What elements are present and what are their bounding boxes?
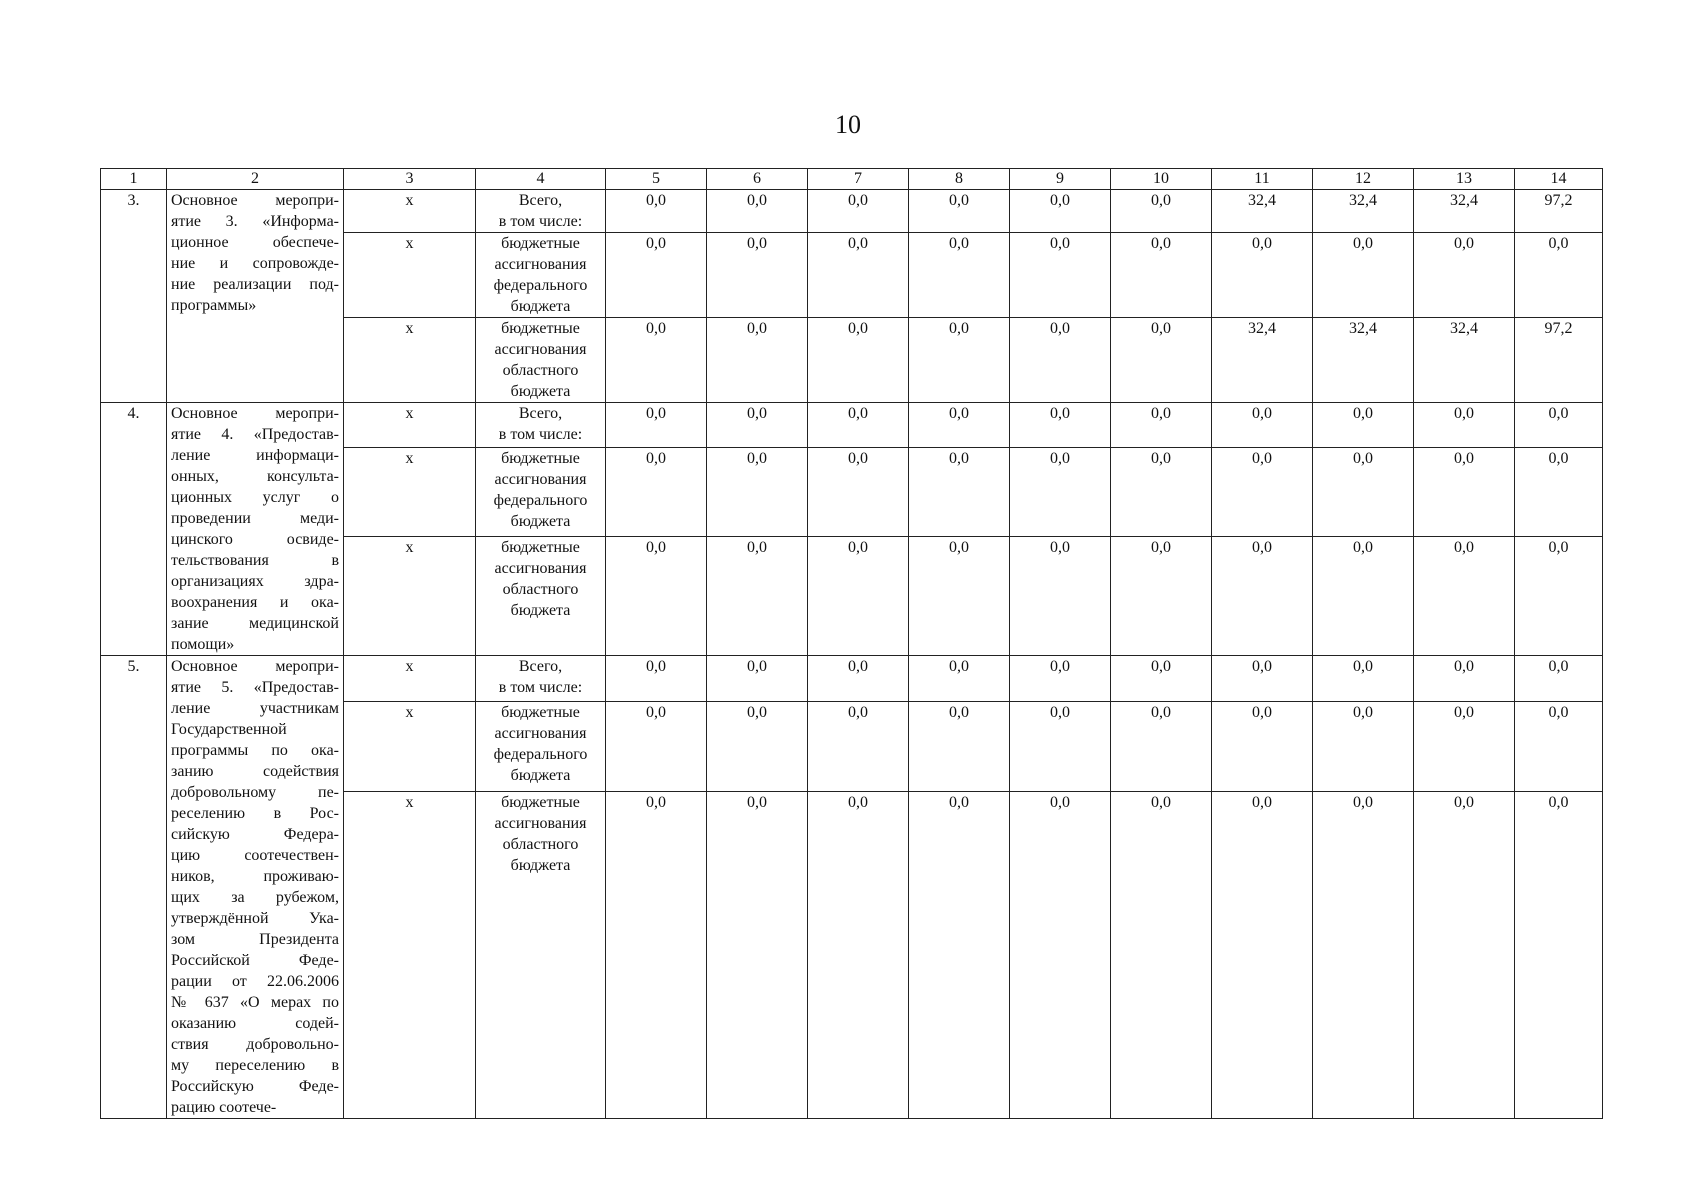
activity-name-line: ление информаци- (171, 447, 339, 464)
funding-source-line: Всего, (518, 658, 563, 675)
value-cell: 0,0 (909, 701, 1010, 791)
value-cell: 0,0 (606, 792, 707, 1119)
value-cell: 0,0 (1010, 656, 1111, 702)
value-cell: 0,0 (808, 701, 909, 791)
value-cell: 0,0 (1111, 403, 1212, 448)
funding-source (476, 318, 606, 403)
funding-source (476, 792, 606, 1119)
column-number-row (101, 169, 1603, 190)
value-cell: 0,0 (1010, 448, 1111, 537)
budget-table (100, 168, 1603, 1119)
activity-name-line: Основное меропри- (171, 658, 339, 675)
funding-source-line: бюджета (510, 857, 571, 875)
column-header-5: 5 (606, 169, 707, 190)
value-cell: 0,0 (1212, 656, 1313, 702)
value-cell: 0,0 (1212, 701, 1313, 791)
value-cell: 32,4 (1313, 190, 1414, 233)
value-cell: 0,0 (1010, 537, 1111, 656)
value-cell: 0,0 (606, 190, 707, 233)
value-cell: 0,0 (1414, 233, 1515, 318)
activity-name-line: оказанию содей- (171, 1015, 339, 1032)
value-cell: 0,0 (1212, 448, 1313, 537)
activity-name-line: ние реализации под- (171, 276, 339, 293)
column-header-6: 6 (707, 169, 808, 190)
activity-name-line: ционное обеспече- (171, 234, 339, 251)
activity-name-line: ятие 5. «Предостав- (171, 679, 339, 696)
column-header-11: 11 (1212, 169, 1313, 190)
activity-name-line: Основное меропри- (171, 192, 339, 209)
funding-source-line: бюджетные (501, 703, 580, 721)
value-cell: 0,0 (1515, 233, 1603, 318)
activity-name-line: ятие 3. «Информа- (171, 213, 339, 230)
activity-name-line: утверждённой Ука- (171, 910, 339, 927)
column-header-4: 4 (476, 169, 606, 190)
activity-name-line: ционных услуг о (171, 489, 339, 506)
funding-source-line: областного (502, 581, 579, 599)
activity-name-line: ление участникам (171, 700, 339, 717)
executor-cell: x (344, 403, 476, 448)
value-cell: 0,0 (808, 537, 909, 656)
value-cell: 0,0 (909, 656, 1010, 702)
activity-name-line: му переселению в (171, 1057, 339, 1074)
activity-name-line: Государственной (171, 721, 287, 738)
value-cell: 0,0 (1010, 233, 1111, 318)
value-cell: 32,4 (1414, 190, 1515, 233)
funding-source-line: федерального (493, 492, 588, 510)
value-cell: 0,0 (1313, 403, 1414, 448)
column-header-12: 12 (1313, 169, 1414, 190)
activity-name-line: № 637 «О мерах по (171, 994, 339, 1011)
funding-source-line: бюджета (510, 298, 571, 315)
value-cell: 0,0 (808, 448, 909, 537)
executor-cell: x (344, 190, 476, 233)
value-cell: 0,0 (909, 318, 1010, 403)
value-cell: 0,0 (1414, 792, 1515, 1119)
value-cell: 0,0 (909, 233, 1010, 318)
funding-source-line: ассигнования (494, 815, 587, 833)
value-cell: 32,4 (1212, 318, 1313, 403)
value-cell: 0,0 (1111, 656, 1212, 702)
value-cell: 0,0 (1414, 537, 1515, 656)
value-cell: 0,0 (707, 448, 808, 537)
column-header-7: 7 (808, 169, 909, 190)
funding-source-line: ассигнования (494, 724, 587, 742)
table-row (101, 403, 1603, 448)
value-cell: 0,0 (808, 190, 909, 233)
funding-source-line: ассигнования (494, 560, 587, 578)
value-cell: 0,0 (1111, 448, 1212, 537)
value-cell: 0,0 (1111, 537, 1212, 656)
value-cell: 0,0 (909, 403, 1010, 448)
value-cell: 0,0 (1414, 403, 1515, 448)
funding-source-line: бюджета (510, 602, 571, 620)
value-cell: 0,0 (1111, 792, 1212, 1119)
value-cell: 0,0 (1010, 318, 1111, 403)
value-cell: 0,0 (808, 792, 909, 1119)
value-cell: 0,0 (909, 190, 1010, 233)
activity-name-line: зом Президента (171, 931, 339, 948)
value-cell: 0,0 (1313, 792, 1414, 1119)
funding-source-line: бюджета (510, 766, 571, 784)
value-cell: 0,0 (909, 537, 1010, 656)
value-cell: 0,0 (707, 403, 808, 448)
column-header-10: 10 (1111, 169, 1212, 190)
activity-name-line: Российской Феде- (171, 952, 339, 969)
value-cell: 0,0 (606, 448, 707, 537)
value-cell: 32,4 (1313, 318, 1414, 403)
value-cell: 0,0 (606, 537, 707, 656)
value-cell: 0,0 (1010, 403, 1111, 448)
value-cell: 32,4 (1414, 318, 1515, 403)
value-cell: 97,2 (1515, 190, 1603, 233)
funding-source-line: бюджетные (501, 539, 580, 557)
activity-name-line: рацию соотече- (171, 1099, 277, 1116)
column-header-1: 1 (101, 169, 167, 190)
activity-name-line: ние и сопровожде- (171, 255, 339, 272)
value-cell: 0,0 (1111, 318, 1212, 403)
column-header-9: 9 (1010, 169, 1111, 190)
table-row (101, 190, 1603, 233)
executor-cell: x (344, 448, 476, 537)
value-cell: 0,0 (1111, 233, 1212, 318)
activity-name-line: воохранения и ока- (171, 594, 339, 611)
activity-name-line: Российскую Феде- (171, 1078, 339, 1095)
value-cell: 0,0 (909, 448, 1010, 537)
executor-cell: x (344, 701, 476, 791)
value-cell: 0,0 (707, 233, 808, 318)
value-cell: 0,0 (1212, 403, 1313, 448)
funding-source (476, 190, 606, 233)
funding-source-line: областного (502, 836, 579, 854)
value-cell: 0,0 (1515, 656, 1603, 702)
value-cell: 0,0 (1414, 448, 1515, 537)
activity-name-line: занию содействия (171, 763, 339, 780)
value-cell: 0,0 (606, 233, 707, 318)
funding-source-line: областного (502, 362, 579, 379)
activity-name-line: программы по ока- (171, 742, 339, 759)
funding-source-line: в том числе: (498, 426, 583, 443)
funding-source-line: бюджета (510, 383, 571, 400)
value-cell: 0,0 (808, 403, 909, 448)
value-cell: 0,0 (707, 537, 808, 656)
value-cell: 0,0 (1010, 190, 1111, 233)
item-number: 4. (101, 403, 167, 656)
activity-name-line: цинского освиде- (171, 531, 339, 548)
activity-name-line: ствия добровольно- (171, 1036, 339, 1053)
page-number: 10 (835, 110, 861, 139)
value-cell: 0,0 (1414, 701, 1515, 791)
value-cell: 0,0 (1212, 792, 1313, 1119)
activity-name-line: организациях здра- (171, 573, 339, 590)
value-cell: 0,0 (1313, 656, 1414, 702)
executor-cell: x (344, 318, 476, 403)
activity-name-line: ников, проживаю- (171, 868, 339, 885)
value-cell: 0,0 (1212, 233, 1313, 318)
funding-source-line: ассигнования (494, 341, 587, 358)
activity-name-line: щих за рубежом, (171, 889, 339, 906)
funding-source-line: в том числе: (498, 679, 583, 696)
funding-source-line: бюджетные (501, 794, 580, 812)
value-cell: 0,0 (1010, 701, 1111, 791)
value-cell: 0,0 (707, 792, 808, 1119)
value-cell: 0,0 (808, 318, 909, 403)
activity-name-line: сийскую Федера- (171, 826, 339, 843)
activity-name-line: проведении меди- (171, 510, 339, 527)
column-header-13: 13 (1414, 169, 1515, 190)
activity-name-line: программы» (171, 297, 257, 314)
funding-source-line: федерального (493, 745, 588, 763)
funding-source (476, 656, 606, 702)
value-cell: 0,0 (1414, 656, 1515, 702)
value-cell: 0,0 (1515, 403, 1603, 448)
activity-name-line: тельствования в (171, 552, 339, 569)
activity-name-line: добровольному пе- (171, 784, 339, 801)
executor-cell: x (344, 233, 476, 318)
activity-name-line: онных, консульта- (171, 468, 339, 485)
value-cell: 0,0 (1111, 190, 1212, 233)
item-number: 3. (101, 190, 167, 403)
value-cell: 0,0 (1313, 233, 1414, 318)
funding-source-line: федерального (493, 277, 588, 294)
activity-name-line: Основное меропри- (171, 405, 339, 422)
value-cell: 0,0 (606, 318, 707, 403)
value-cell: 0,0 (909, 792, 1010, 1119)
funding-source (476, 448, 606, 537)
value-cell: 0,0 (1313, 537, 1414, 656)
executor-cell: x (344, 792, 476, 1119)
value-cell: 32,4 (1212, 190, 1313, 233)
value-cell: 0,0 (1313, 448, 1414, 537)
funding-source-line: бюджетные (501, 235, 580, 252)
funding-source (476, 537, 606, 656)
funding-source-line: бюджетные (501, 320, 580, 337)
value-cell: 0,0 (1515, 792, 1603, 1119)
activity-name-line: рации от 22.06.2006 (171, 973, 339, 990)
funding-source-line: Всего, (518, 405, 563, 422)
value-cell: 0,0 (1111, 701, 1212, 791)
value-cell: 0,0 (707, 190, 808, 233)
value-cell: 0,0 (1515, 701, 1603, 791)
funding-source-line: Всего, (518, 192, 563, 209)
value-cell: 97,2 (1515, 318, 1603, 403)
value-cell: 0,0 (808, 656, 909, 702)
value-cell: 0,0 (808, 233, 909, 318)
activity-name (167, 190, 344, 403)
funding-source (476, 233, 606, 318)
value-cell: 0,0 (707, 701, 808, 791)
activity-name-line: цию соотечествен- (171, 847, 339, 864)
activity-name (167, 656, 344, 1119)
activity-name-line: ятие 4. «Предостав- (171, 426, 339, 443)
funding-source (476, 403, 606, 448)
activity-name (167, 403, 344, 656)
value-cell: 0,0 (606, 403, 707, 448)
funding-source-line: ассигнования (494, 471, 587, 489)
value-cell: 0,0 (606, 656, 707, 702)
executor-cell: x (344, 656, 476, 702)
column-header-3: 3 (344, 169, 476, 190)
value-cell: 0,0 (1515, 537, 1603, 656)
activity-name-line: помощи» (171, 636, 235, 653)
funding-source-line: бюджета (510, 513, 571, 531)
value-cell: 0,0 (707, 318, 808, 403)
column-header-8: 8 (909, 169, 1010, 190)
value-cell: 0,0 (1212, 537, 1313, 656)
activity-name-line: зание медицинской (171, 615, 339, 632)
column-header-14: 14 (1515, 169, 1603, 190)
activity-name-line: реселению в Рос- (171, 805, 339, 822)
funding-source-line: в том числе: (498, 213, 583, 230)
value-cell: 0,0 (707, 656, 808, 702)
funding-source-line: ассигнования (494, 256, 587, 273)
value-cell: 0,0 (1313, 701, 1414, 791)
funding-source (476, 701, 606, 791)
executor-cell: x (344, 537, 476, 656)
value-cell: 0,0 (606, 701, 707, 791)
funding-source-line: бюджетные (501, 450, 580, 468)
item-number: 5. (101, 656, 167, 1119)
value-cell: 0,0 (1515, 448, 1603, 537)
table-row (101, 656, 1603, 702)
value-cell: 0,0 (1010, 792, 1111, 1119)
column-header-2: 2 (167, 169, 344, 190)
